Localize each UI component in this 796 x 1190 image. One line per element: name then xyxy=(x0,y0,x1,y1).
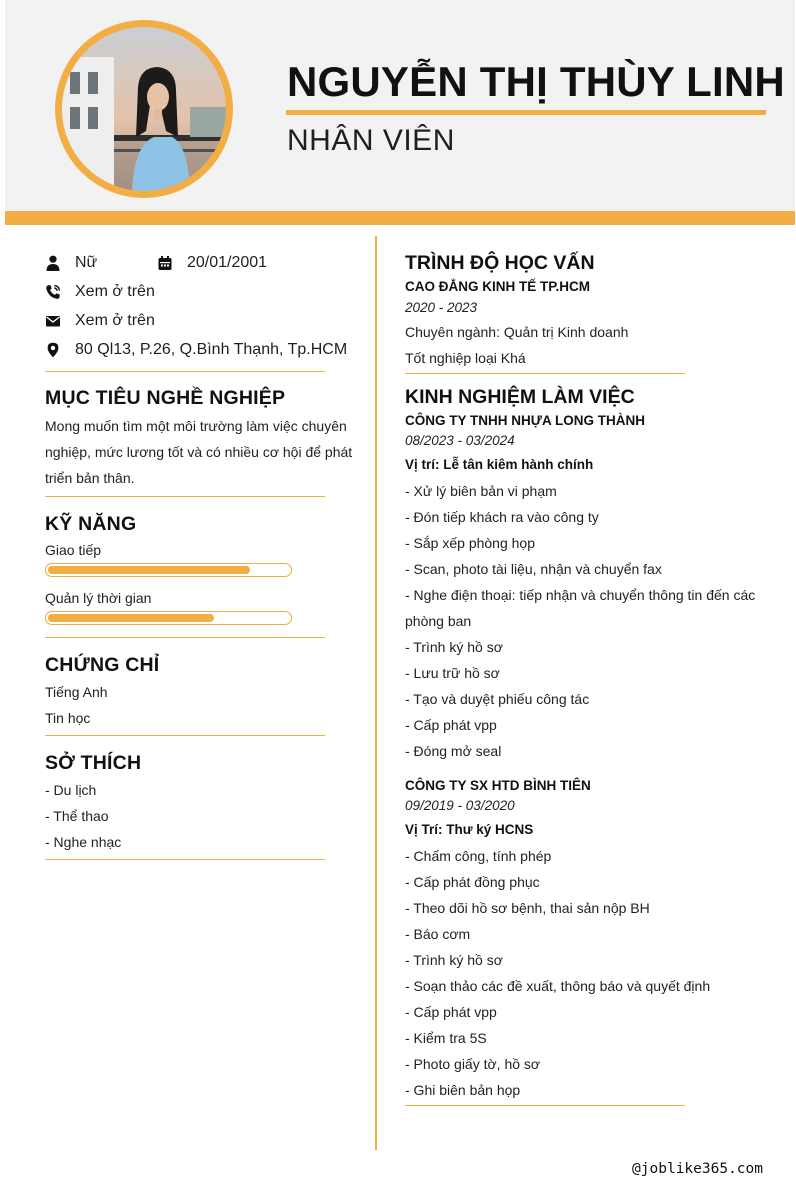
section-divider xyxy=(45,859,325,860)
task-item: - Cấp phát vpp xyxy=(405,1004,497,1020)
task-item: - Tạo và duyệt phiếu công tác xyxy=(405,691,590,707)
task-item: - Nghe điện thoại: tiếp nhận và chuyển thông tin đến các xyxy=(405,587,756,603)
task-item: - Trình ký hồ sơ xyxy=(405,952,503,968)
info-row-gender-birthday xyxy=(45,248,355,277)
skill-bar xyxy=(45,611,292,625)
skill-bar-fill xyxy=(48,614,214,622)
section-divider xyxy=(405,373,685,374)
school-name: CAO ĐẲNG KINH TẾ TP.HCM xyxy=(405,279,591,294)
task-item: - Soạn thảo các đề xuất, thông báo và quyết định xyxy=(405,978,711,994)
section-divider xyxy=(45,496,325,497)
task-item: - Xử lý biên bản vi phạm xyxy=(405,483,557,499)
job-period: 09/2019 - 03/2020 xyxy=(405,798,515,813)
job-entry xyxy=(405,413,775,764)
objective-title: MỤC TIÊU NGHỀ NGHIỆP xyxy=(45,387,286,409)
certificates-title: CHỨNG CHỈ xyxy=(45,654,160,676)
address-value: 80 Ql13, P.26, Q.Bình Thạnh, Tp.HCM xyxy=(75,340,348,358)
company-name: CÔNG TY SX HTD BÌNH TIÊN xyxy=(405,778,591,793)
objective-line: triển bản thân. xyxy=(45,470,135,486)
header-accent-bar xyxy=(5,211,795,225)
person-icon xyxy=(45,255,61,271)
job-title: NHÂN VIÊN xyxy=(287,124,455,157)
objective-text xyxy=(45,413,355,491)
hobbies-title: SỞ THÍCH xyxy=(45,752,142,774)
skill-label: Quản lý thời gian xyxy=(45,590,152,606)
task-item: - Sắp xếp phòng họp xyxy=(405,535,535,551)
name-underline xyxy=(286,110,766,115)
list-item: Tin học xyxy=(45,710,91,726)
objective-line: nghiệp, mức lương tốt và có nhiều cơ hội để phát xyxy=(45,444,353,460)
task-item: - Cấp phát vpp xyxy=(405,717,497,733)
phone-icon xyxy=(45,284,61,300)
list-item: - Du lịch xyxy=(45,782,97,798)
skill-label: Giao tiếp xyxy=(45,542,102,558)
task-item: - Photo giấy tờ, hồ sơ xyxy=(405,1056,541,1072)
task-item: - Lưu trữ hồ sơ xyxy=(405,665,500,681)
gender-value: Nữ xyxy=(75,253,98,271)
task-item: - Kiểm tra 5S xyxy=(405,1030,487,1046)
objective-line: Mong muốn tìm một môi trường làm việc chuyên xyxy=(45,418,347,434)
email-value: Xem ở trên xyxy=(75,311,155,329)
task-item: - Theo dõi hồ sơ bệnh, thai sản nộp BH xyxy=(405,900,650,916)
job-entry xyxy=(405,778,775,1103)
phone-value: Xem ở trên xyxy=(75,282,155,300)
location-icon xyxy=(45,342,61,358)
experience-title: KINH NGHIỆM LÀM VIỆC xyxy=(405,386,635,408)
info-row-address xyxy=(45,335,355,364)
task-item: - Ghi biên bản họp xyxy=(405,1082,521,1098)
task-item: - Scan, photo tài liệu, nhận và chuyển fax xyxy=(405,561,662,577)
education-period: 2020 - 2023 xyxy=(405,300,478,315)
avatar xyxy=(55,20,233,198)
left-column xyxy=(45,248,355,860)
skills-title: KỸ NĂNG xyxy=(45,513,137,535)
birthday-value: 20/01/2001 xyxy=(187,253,268,271)
job-position: Vị trí: Lễ tân kiêm hành chính xyxy=(405,457,594,472)
task-item: - Báo cơm xyxy=(405,926,471,942)
section-divider xyxy=(45,637,325,638)
section-divider xyxy=(45,371,325,372)
list-item: - Nghe nhạc xyxy=(45,834,122,850)
cv-header xyxy=(5,0,795,225)
task-item: - Trình ký hồ sơ xyxy=(405,639,503,655)
site-watermark: @joblike365.com xyxy=(632,1161,763,1177)
education-title: TRÌNH ĐỘ HỌC VẤN xyxy=(405,252,595,274)
info-row-email xyxy=(45,306,355,335)
list-item: - Thể thao xyxy=(45,808,109,824)
mail-icon xyxy=(45,313,61,329)
education-result: Tốt nghiệp loại Khá xyxy=(405,350,526,366)
section-divider xyxy=(405,1105,685,1106)
skill-bar-fill xyxy=(48,566,250,574)
job-period: 08/2023 - 03/2024 xyxy=(405,433,515,448)
list-item: Tiếng Anh xyxy=(45,684,108,700)
task-item: - Đón tiếp khách ra vào công ty xyxy=(405,509,599,525)
hobby-list xyxy=(45,777,355,855)
task-item: - Chấm công, tính phép xyxy=(405,848,552,864)
education-major: Chuyên ngành: Quản trị Kinh doanh xyxy=(405,324,629,340)
right-column xyxy=(405,252,775,1106)
section-divider xyxy=(45,735,325,736)
column-divider xyxy=(375,236,377,1150)
candidate-name: NGUYỄN THỊ THÙY LINH xyxy=(287,58,785,105)
job-position: Vị Trí: Thư ký HCNS xyxy=(405,822,534,837)
profile-photo xyxy=(62,27,226,191)
certificate-list xyxy=(45,679,355,731)
skill-bar xyxy=(45,563,292,577)
task-item: phòng ban xyxy=(405,613,472,629)
info-row-phone xyxy=(45,277,355,306)
company-name: CÔNG TY TNHH NHỰA LONG THÀNH xyxy=(405,413,645,428)
task-item: - Cấp phát đồng phục xyxy=(405,874,540,890)
task-item: - Đóng mở seal xyxy=(405,743,502,759)
calendar-icon xyxy=(157,255,173,271)
